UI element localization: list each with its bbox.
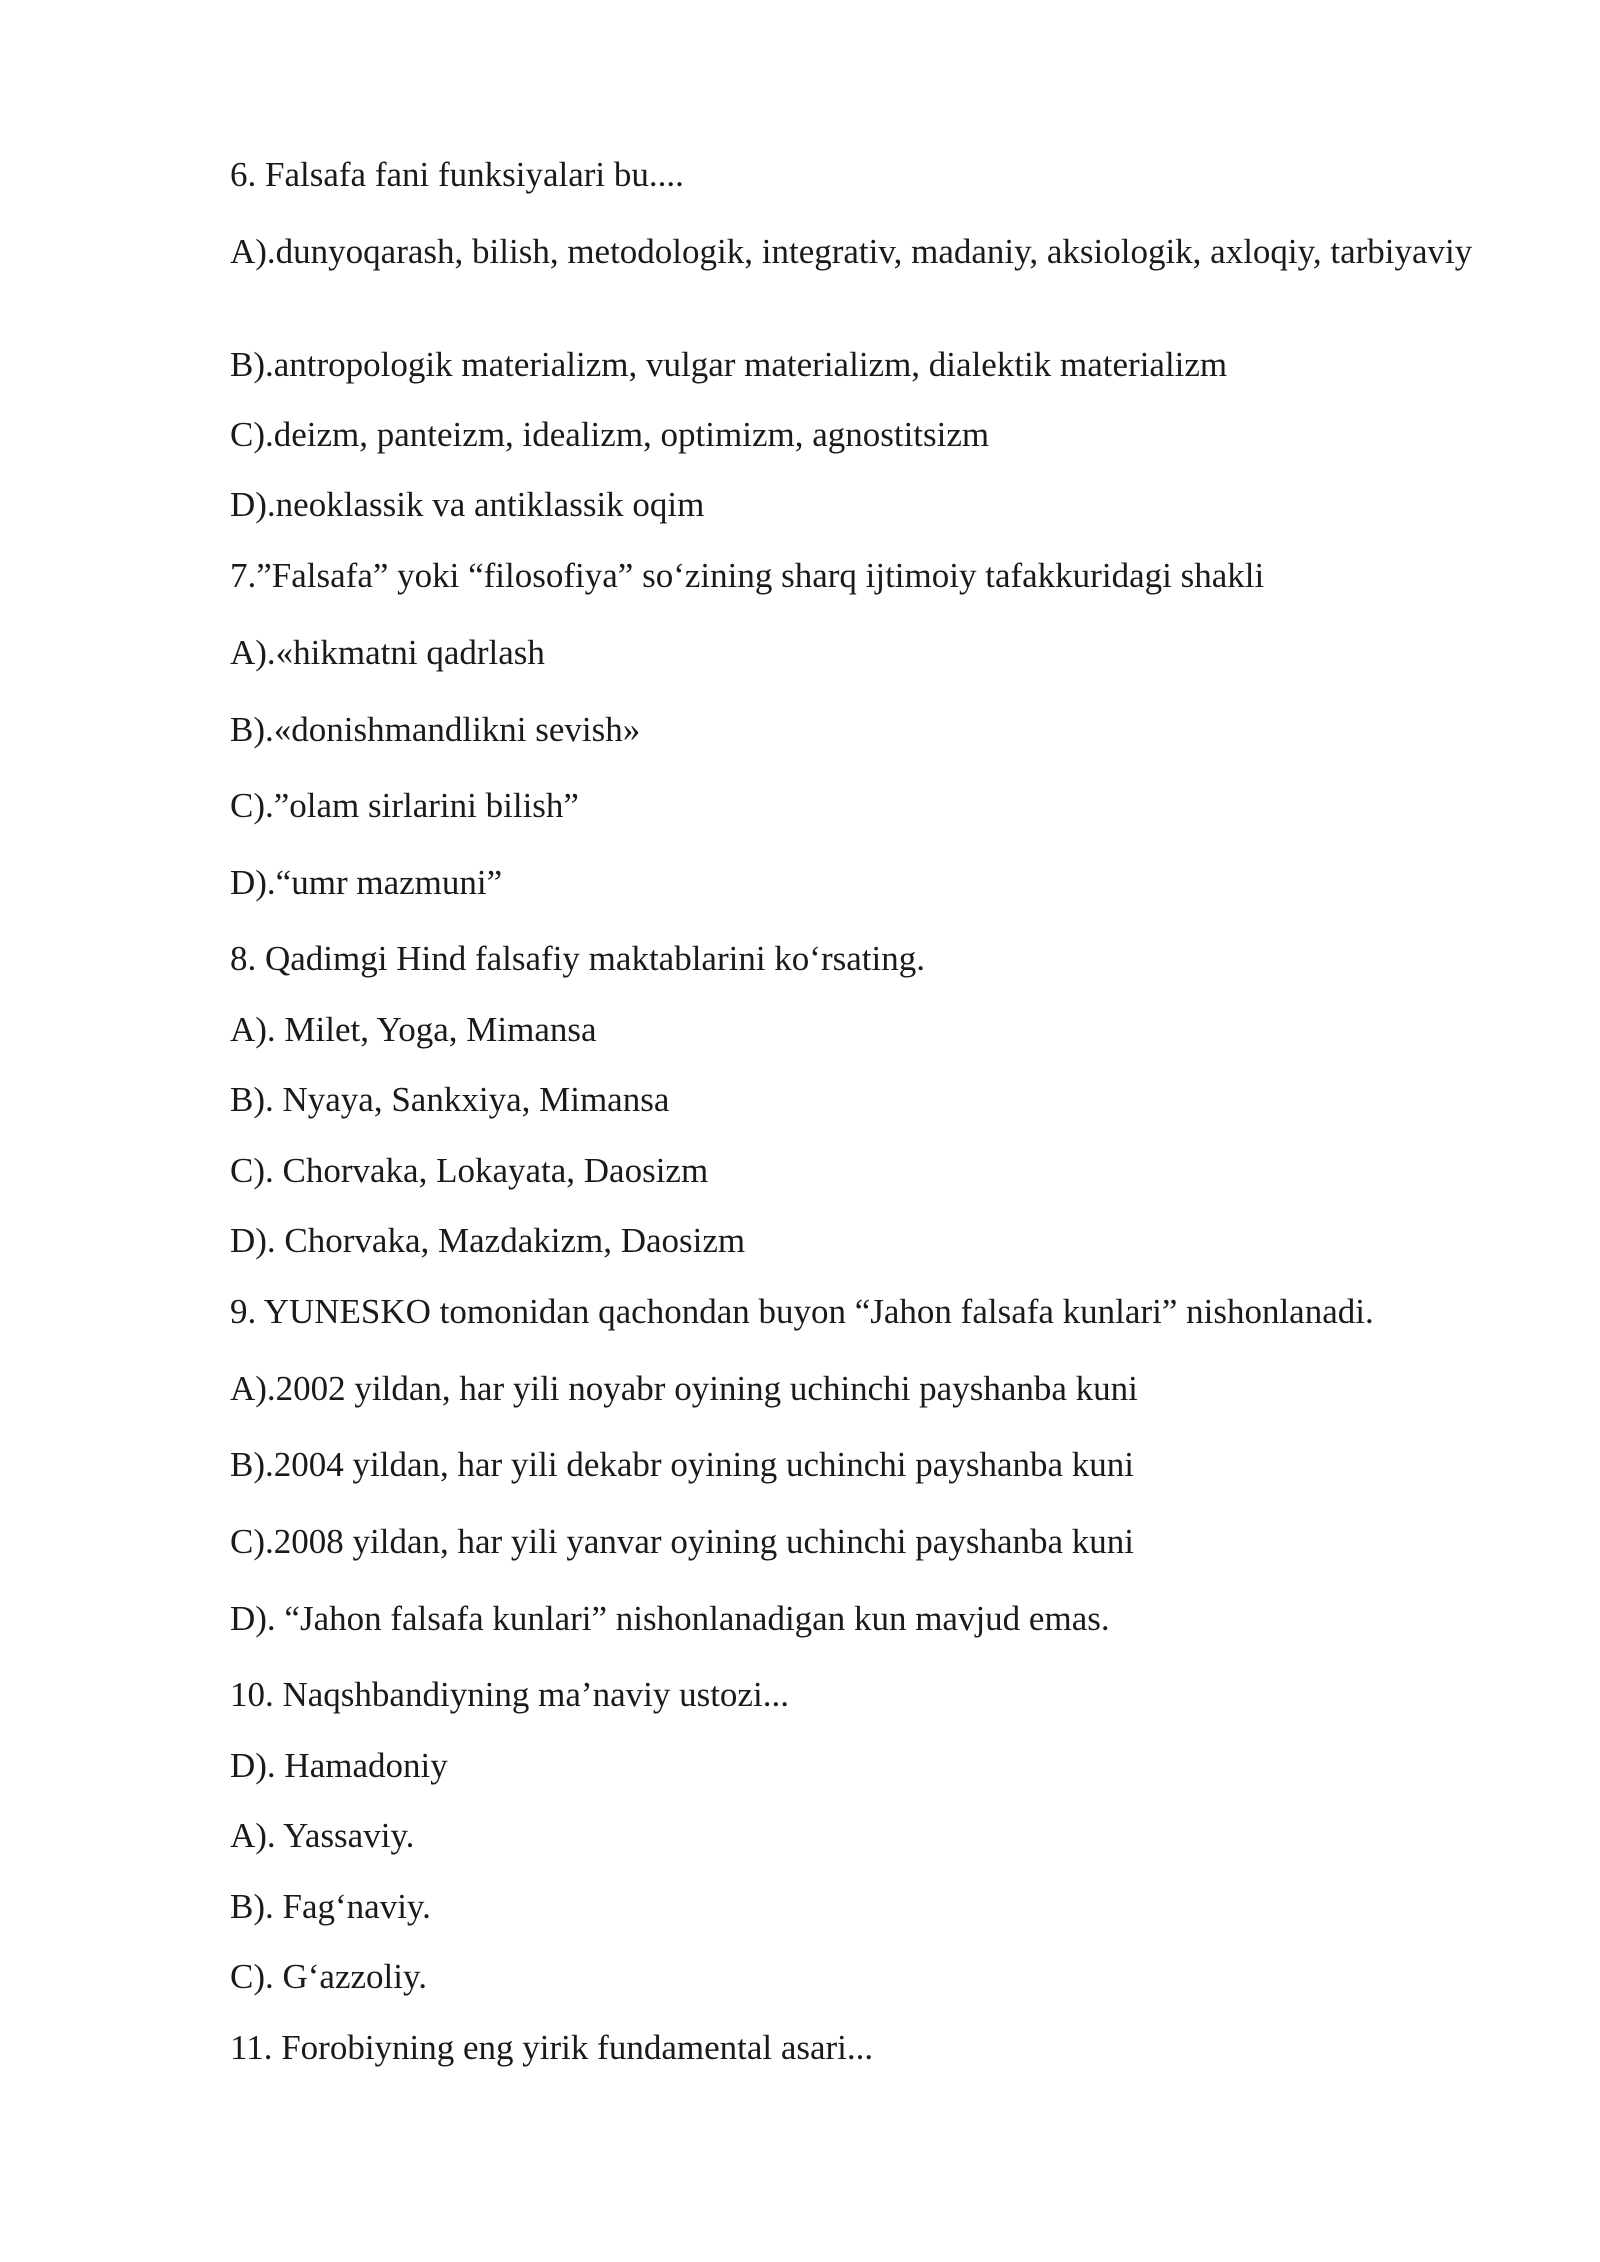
question-10: 10. Naqshbandiyning ma’naviy ustozi... [230, 1675, 789, 1714]
question-7: 7.”Falsafa” yoki “filosofiya” so‘zining sharq ijtimoiy tafakkuridagi shakli [230, 556, 1265, 595]
q8-option-b: B). Nyaya, Sankxiya, Mimansa [230, 1080, 670, 1119]
q7-option-d: D).“umr mazmuni” [230, 863, 503, 902]
question-8: 8. Qadimgi Hind falsafiy maktablarini ko‘rsating. [230, 939, 925, 978]
q6-option-d: D).neoklassik va antiklassik oqim [230, 485, 705, 524]
q10-option-b: B). Fag‘naviy. [230, 1887, 431, 1926]
q6-option-c: C).deizm, panteizm, idealizm, optimizm, agnostitsizm [230, 415, 990, 454]
q9-option-a: A).2002 yildan, har yili noyabr oyining uchinchi payshanba kuni [230, 1369, 1138, 1408]
q9-option-b: B).2004 yildan, har yili dekabr oyining uchinchi payshanba kuni [230, 1445, 1134, 1484]
q10-option-c: C). G‘azzoliy. [230, 1957, 427, 1996]
q6-option-b: B).antropologik materializm, vulgar materializm, dialektik materializm [230, 345, 1228, 384]
q8-option-c: C). Chorvaka, Lokayata, Daosizm [230, 1151, 709, 1190]
question-9: 9. YUNESKO tomonidan qachondan buyon “Jahon falsafa kunlari” nishonlanadi. [230, 1292, 1374, 1331]
q7-option-b: B).«donishmandlikni sevish» [230, 710, 641, 749]
q10-option-d: D). Hamadoniy [230, 1746, 448, 1785]
q7-option-a: A).«hikmatni qadrlash [230, 633, 545, 672]
q10-option-a: A). Yassaviy. [230, 1816, 415, 1855]
q9-option-d: D). “Jahon falsafa kunlari” nishonlanadigan kun mavjud emas. [230, 1599, 1110, 1638]
q8-option-d: D). Chorvaka, Mazdakizm, Daosizm [230, 1221, 746, 1260]
q6-option-a: A).dunyoqarash, bilish, metodologik, integrativ, madaniy, aksiologik, axloqiy, tarbiyaviy [230, 232, 1473, 271]
question-11: 11. Forobiyning eng yirik fundamental asari... [230, 2028, 874, 2067]
q9-option-c: C).2008 yildan, har yili yanvar oyining uchinchi payshanba kuni [230, 1522, 1134, 1561]
q7-option-c: C).”olam sirlarini bilish” [230, 786, 579, 825]
question-6: 6. Falsafa fani funksiyalari bu.... [230, 155, 684, 194]
q8-option-a: A). Milet, Yoga, Mimansa [230, 1010, 597, 1049]
